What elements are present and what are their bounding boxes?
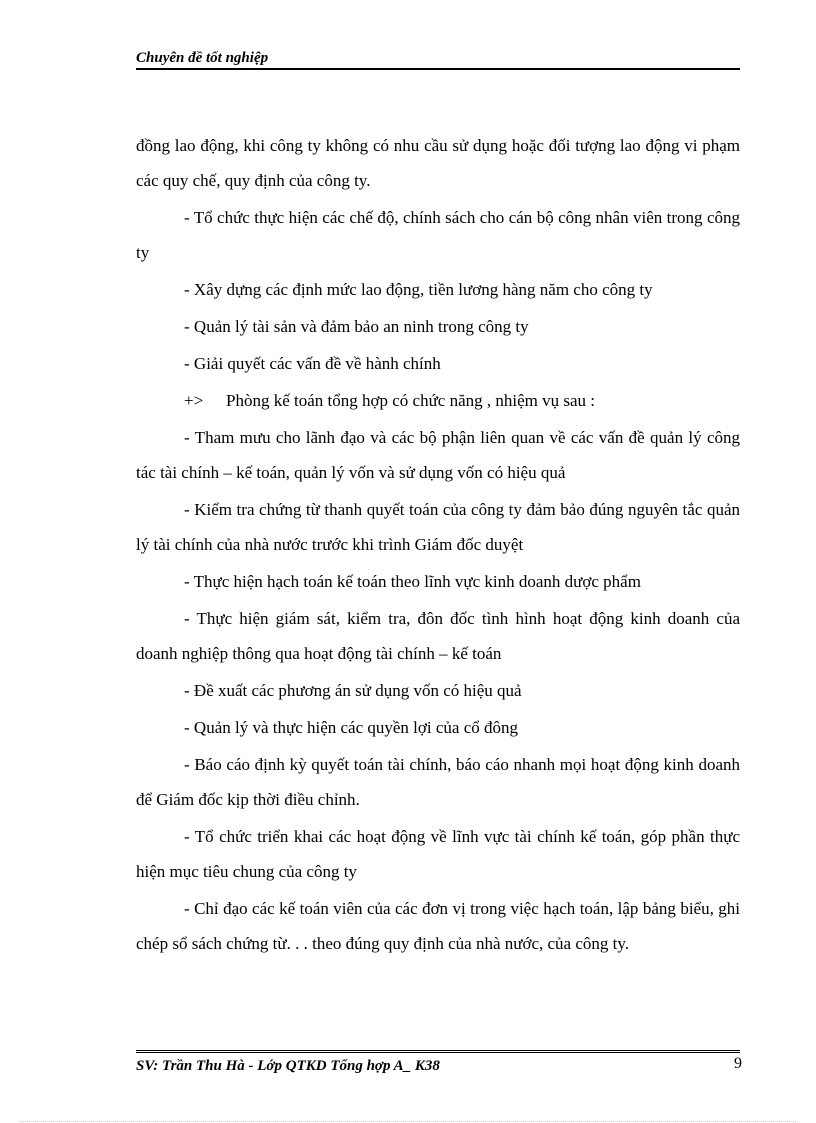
paragraph-text: - Quản lý tài sản và đảm bảo an ninh trong công ty xyxy=(184,317,529,336)
body-paragraph xyxy=(136,346,740,381)
paragraph-text: - Chỉ đạo các kế toán viên của các đơn vị trong việc hạch toán, lập bảng biểu, ghi chép sổ sách chứng từ. . . theo đúng quy định của nhà nước, của công ty. xyxy=(136,899,740,953)
body-paragraph xyxy=(136,492,740,562)
paragraph-text: - Quản lý và thực hiện các quyền lợi của cổ đông xyxy=(184,718,519,737)
bullet-marker: +> xyxy=(184,391,204,410)
paragraph-text: - Xây dựng các định mức lao động, tiền lương hàng năm cho công ty xyxy=(184,280,653,299)
body-paragraph xyxy=(136,564,740,599)
footer-author: SV: Trần Thu Hà - Lớp QTKD Tổng hợp A_ K38 xyxy=(136,1058,440,1074)
paragraph-text: - Tham mưu cho lãnh đạo và các bộ phận liên quan về các vấn đề quản lý công tác tài chính – kế toán, quản lý vốn và sử dụng vốn có hiệu quả xyxy=(136,428,740,482)
page-bottom-border xyxy=(20,1121,796,1122)
paragraph-text: - Báo cáo định kỳ quyết toán tài chính, báo cáo nhanh mọi hoạt động kinh doanh để Giám đốc kịp thời điều chỉnh. xyxy=(136,755,740,809)
header-title: Chuyên đề tốt nghiệp xyxy=(136,50,269,66)
paragraph-text: - Thực hiện hạch toán kế toán theo lĩnh vực kinh doanh dược phẩm xyxy=(184,572,641,591)
header-rule xyxy=(136,68,740,70)
paragraph-text: - Tổ chức triển khai các hoạt động về lĩnh vực tài chính kế toán, góp phần thực hiện mục tiêu chung của công ty xyxy=(136,827,740,881)
body-paragraph xyxy=(136,200,740,270)
paragraph-text: - Kiểm tra chứng từ thanh quyết toán của công ty đảm bảo đúng nguyên tắc quản lý tài chính của nhà nước trước khi trình Giám đốc duyệt xyxy=(136,500,740,554)
section-heading-paragraph xyxy=(136,383,740,418)
body-paragraph xyxy=(136,819,740,889)
body-paragraph xyxy=(136,673,740,708)
body-paragraph xyxy=(136,891,740,961)
paragraph-text: - Đề xuất các phương án sử dụng vốn có hiệu quả xyxy=(184,681,522,700)
page-number: 9 xyxy=(734,1055,742,1072)
paragraph-text: Phòng kế toán tổng hợp có chức năng , nhiệm vụ sau : xyxy=(226,391,596,410)
body-paragraph xyxy=(136,710,740,745)
body-paragraph xyxy=(136,272,740,307)
paragraph-text: - Tổ chức thực hiện các chế độ, chính sách cho cán bộ công nhân viên trong công ty xyxy=(136,208,740,262)
body-paragraph xyxy=(136,128,740,198)
body-paragraph xyxy=(136,747,740,817)
paragraph-text: đồng lao động, khi công ty không có nhu cầu sử dụng hoặc đối tượng lao động vi phạm các quy chế, quy định của công ty. xyxy=(136,136,740,190)
body-paragraph xyxy=(136,420,740,490)
document-body xyxy=(136,128,740,963)
body-paragraph xyxy=(136,309,740,344)
footer-rule xyxy=(136,1050,740,1055)
body-paragraph xyxy=(136,601,740,671)
paragraph-text: - Thực hiện giám sát, kiểm tra, đôn đốc tình hình hoạt động kinh doanh của doanh nghiệp thông qua hoạt động tài chính – kế toán xyxy=(136,609,740,663)
paragraph-text: - Giải quyết các vấn đề về hành chính xyxy=(184,354,441,373)
